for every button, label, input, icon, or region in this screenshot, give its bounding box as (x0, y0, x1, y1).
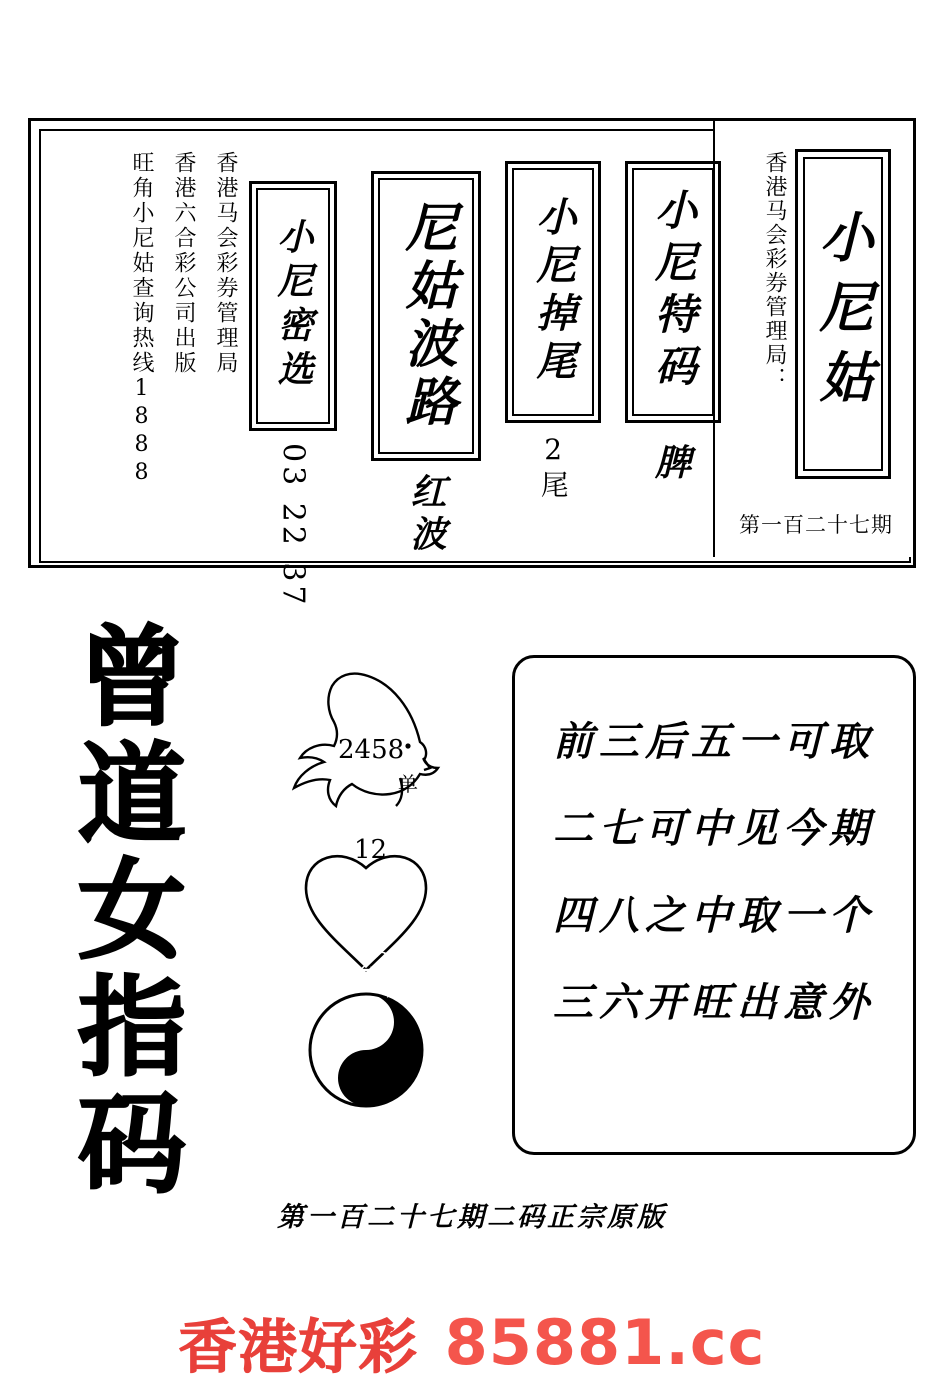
side-note-1: 香港马会彩券管理局 (213, 151, 238, 376)
main-headline (52, 615, 212, 1208)
column-box-bolu-inner (378, 178, 474, 454)
footer-brand: 香港好彩 (178, 1313, 419, 1381)
column-label-bolu: 尼姑波路 (396, 200, 457, 432)
symbol-illustrations (280, 650, 480, 1110)
column-value-mixuan: 03 22 37 (275, 443, 311, 609)
column-box-bolu (371, 171, 481, 461)
taiji-icon (310, 994, 422, 1106)
column-box-mixuan-inner (256, 188, 330, 424)
side-note-2: 香港六合彩公司出版 (171, 151, 196, 376)
page-title: 小尼姑 (811, 209, 875, 419)
headline-char-1: 曾 (77, 615, 186, 741)
verse-line-4: 三六开旺出意外 (553, 979, 875, 1026)
column-label-weishu: 小尼掉尾 (530, 196, 577, 388)
issue-number: 第一百二十七期 (739, 513, 893, 537)
dove-mark: 单 (398, 772, 418, 796)
verse-line-2: 二七可中见今期 (553, 805, 875, 852)
brand-title-box (795, 149, 891, 479)
verse-line-3: 四八之中取一个 (553, 892, 875, 939)
column-value-bolu: 红波 (405, 473, 447, 557)
taiji-mark: 合 (384, 982, 400, 1000)
headline-char-2: 道 (77, 731, 186, 858)
column-box-tema (625, 161, 721, 423)
column-value-weishu: 2尾 (536, 433, 570, 502)
brand-title-box-inner (803, 157, 883, 471)
column-label-tema: 小尼特码 (649, 188, 698, 396)
headline-char-5: 码 (77, 1081, 186, 1208)
dove-number: 2458 (338, 735, 405, 765)
verse-box (512, 655, 916, 1155)
column-box-tema-inner (632, 168, 714, 416)
organization-label: 香港马会彩券管理局： (762, 151, 787, 391)
footer-url: 85881.cc (444, 1305, 766, 1379)
column-label-mixuan: 小尼密选 (272, 218, 314, 394)
issue-caption: 第一百二十七期二码正宗原版 (277, 1202, 667, 1233)
taiji-number: 22 (358, 948, 392, 978)
symbol-group (280, 650, 480, 1110)
heart-number: 12 (354, 835, 388, 865)
top-panel (28, 118, 916, 609)
headline-char-3: 女 (77, 848, 186, 975)
side-note-group (71, 151, 236, 541)
dove-eye (405, 743, 410, 748)
column-box-mixuan (249, 181, 337, 431)
column-value-tema: 脾 (654, 442, 691, 484)
column-box-weishu (505, 161, 601, 423)
footer-watermark (0, 1300, 944, 1384)
headline-char-4: 指 (77, 964, 186, 1091)
verse-line-1: 前三后五一可取 (553, 718, 875, 765)
column-box-weishu-inner (512, 168, 594, 416)
side-note-3: 旺角小尼姑查询热线1888 (129, 151, 154, 488)
